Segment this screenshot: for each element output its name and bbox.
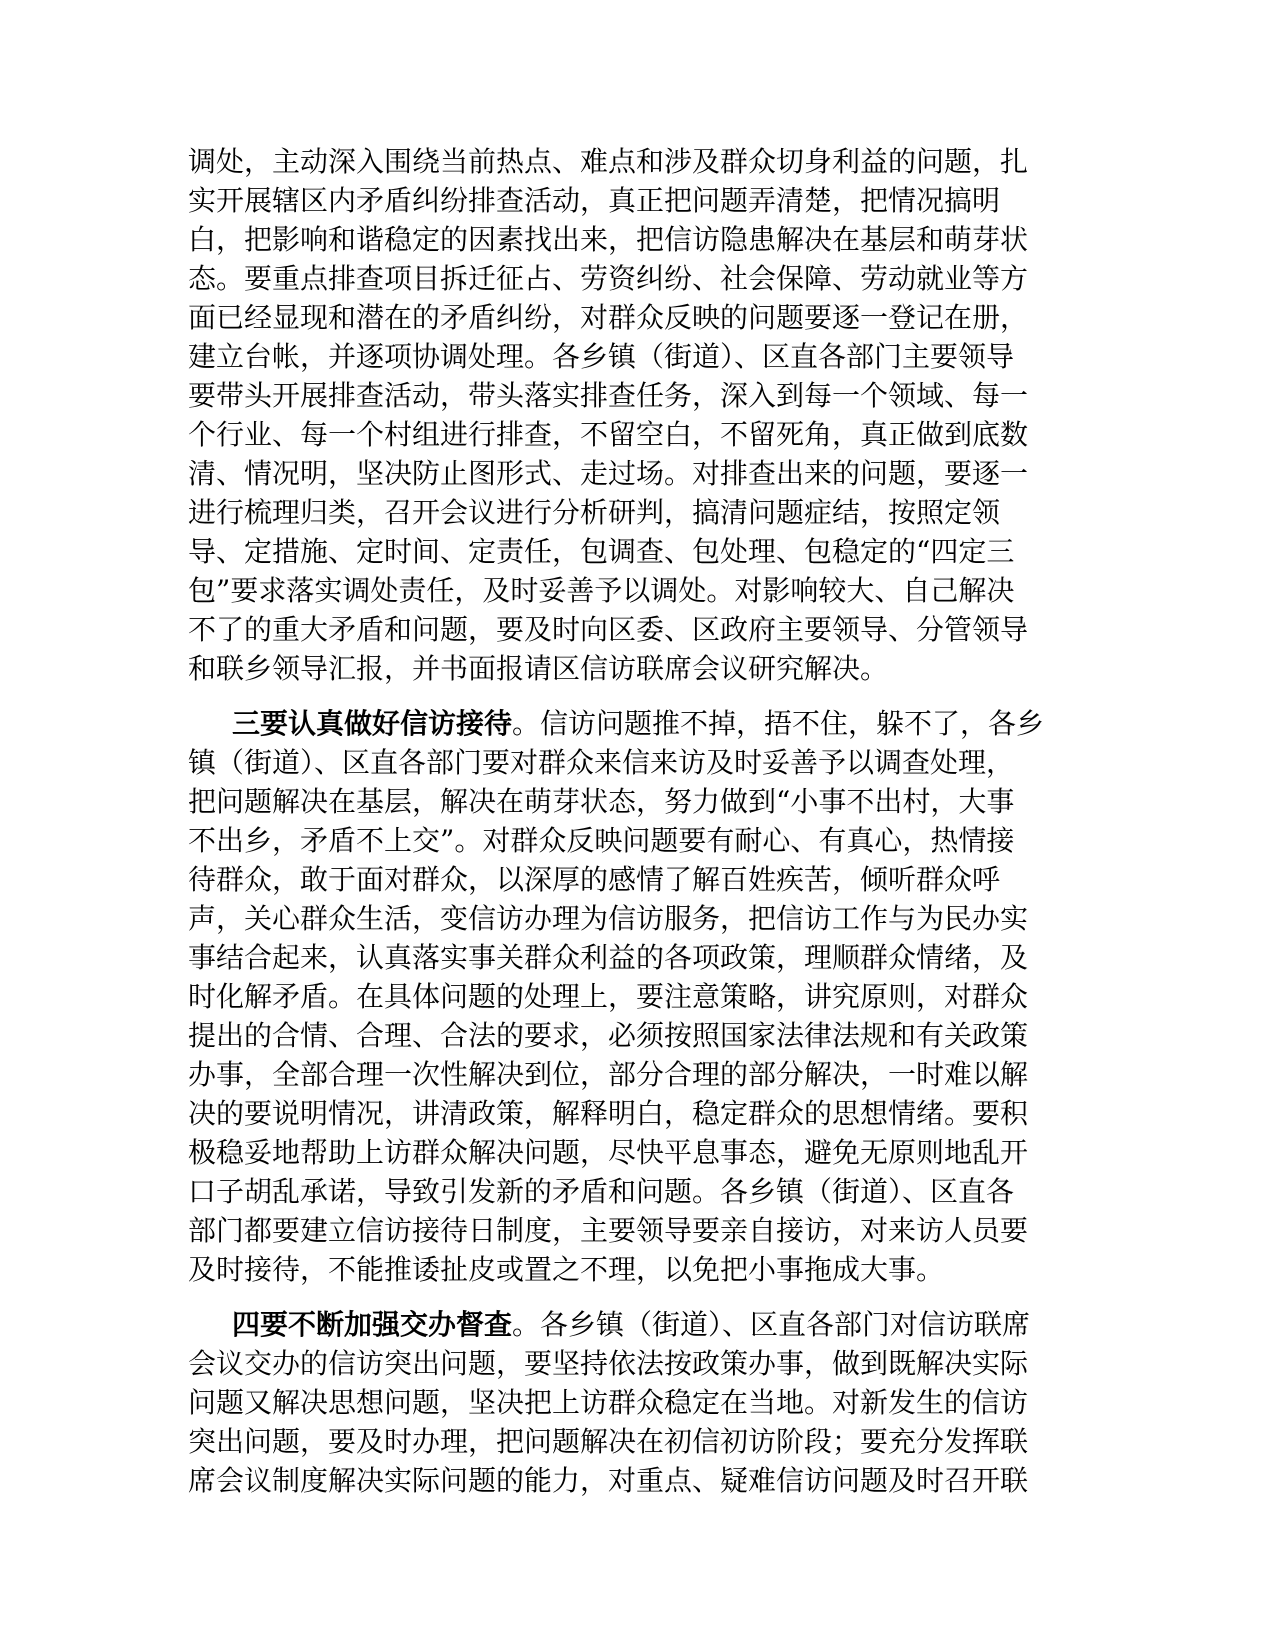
- text-line: 调处，主动深入围绕当前热点、难点和涉及群众切身利益的问题，扎: [188, 145, 1029, 178]
- text-run: 。信访问题推不掉，捂不住，躲不了，各乡: [512, 707, 1045, 740]
- text-line: 进行梳理归类，召开会议进行分析研判，搞清问题症结，按照定领: [188, 496, 1001, 529]
- text-line: 不了的重大矛盾和问题，要及时向区委、区政府主要领导、分管领导: [188, 613, 1029, 646]
- text-line: 不出乡，矛盾不上交”。对群众反映问题要有耐心、有真心，热情接: [188, 824, 1015, 857]
- text-line: 席会议制度解决实际问题的能力，对重点、疑难信访问题及时召开联: [188, 1464, 1029, 1497]
- paragraph-1: [188, 142, 1068, 688]
- text-line: 把问题解决在基层，解决在萌芽状态，努力做到“小事不出村，大事: [188, 785, 1015, 818]
- text-line: 待群众，敢于面对群众，以深厚的感情了解百姓疾苦，倾听群众呼: [188, 863, 1001, 896]
- text-line: 及时接待，不能推诿扯皮或置之不理，以免把小事拖成大事。: [188, 1253, 945, 1286]
- text-line: 建立台帐，并逐项协调处理。各乡镇（街道）、区直各部门主要领导: [188, 340, 1015, 373]
- text-line: 时化解矛盾。在具体问题的处理上，要注意策略，讲究原则，对群众: [188, 980, 1029, 1013]
- text-line: 口子胡乱承诺，导致引发新的矛盾和问题。各乡镇（街道）、区直各: [188, 1175, 1015, 1208]
- text-line: 会议交办的信访突出问题，要坚持依法按政策办事，做到既解决实际: [188, 1347, 1029, 1380]
- text-line: 事结合起来，认真落实事关群众利益的各项政策，理顺群众情绪，及: [188, 941, 1029, 974]
- text-line: 问题又解决思想问题，坚决把上访群众稳定在当地。对新发生的信访: [188, 1386, 1029, 1419]
- paragraph-first-line: [188, 704, 1068, 743]
- text-line: 面已经显现和潜在的矛盾纠纷，对群众反映的问题要逐一登记在册，: [188, 301, 1029, 334]
- text-line: 突出问题，要及时办理，把问题解决在初信初访阶段；要充分发挥联: [188, 1425, 1029, 1458]
- text-line: 导、定措施、定时间、定责任，包调查、包处理、包稳定的“四定三: [188, 535, 1015, 568]
- section-heading: 四要不断加强交办督查: [232, 1308, 513, 1341]
- paragraph-first-line: [188, 1305, 1068, 1344]
- text-line: 提出的合情、合理、合法的要求，必须按照国家法律法规和有关政策: [188, 1019, 1029, 1052]
- text-run: 。各乡镇（街道）、区直各部门对信访联席: [512, 1308, 1031, 1341]
- text-line: 白，把影响和谐稳定的因素找出来，把信访隐患解决在基层和萌芽状: [188, 223, 1029, 256]
- text-line: 态。要重点排查项目拆迁征占、劳资纠纷、社会保障、劳动就业等方: [188, 262, 1029, 295]
- text-line: 和联乡领导汇报，并书面报请区信访联席会议研究解决。: [188, 652, 889, 685]
- text-line: 极稳妥地帮助上访群众解决问题，尽快平息事态，避免无原则地乱开: [188, 1136, 1029, 1169]
- paragraph-3: [188, 1305, 1068, 1500]
- text-line: 镇（街道）、区直各部门要对群众来信来访及时妥善予以调查处理，: [188, 746, 1015, 779]
- text-line: 清、情况明，坚决防止图形式、走过场。对排查出来的问题，要逐一: [188, 457, 1029, 490]
- text-line: 声，关心群众生活，变信访办理为信访服务，把信访工作与为民办实: [188, 902, 1029, 935]
- text-line: 个行业、每一个村组进行排查，不留空白，不留死角，真正做到底数: [188, 418, 1029, 451]
- text-line: 实开展辖区内矛盾纠纷排查活动，真正把问题弄清楚，把情况搞明: [188, 184, 1001, 217]
- text-line: 要带头开展排查活动，带头落实排查任务，深入到每一个领域、每一: [188, 379, 1029, 412]
- text-line: 决的要说明情况，讲清政策，解释明白，稳定群众的思想情绪。要积: [188, 1097, 1029, 1130]
- text-line: 办事，全部合理一次性解决到位，部分合理的部分解决，一时难以解: [188, 1058, 1029, 1091]
- paragraph-2: [188, 704, 1068, 1289]
- section-heading: 三要认真做好信访接待: [232, 707, 513, 740]
- text-line: 部门都要建立信访接待日制度，主要领导要亲自接访，对来访人员要: [188, 1214, 1029, 1247]
- text-line: 包”要求落实调处责任，及时妥善予以调处。对影响较大、自己解决: [188, 574, 1015, 607]
- document-body: [188, 142, 1068, 1500]
